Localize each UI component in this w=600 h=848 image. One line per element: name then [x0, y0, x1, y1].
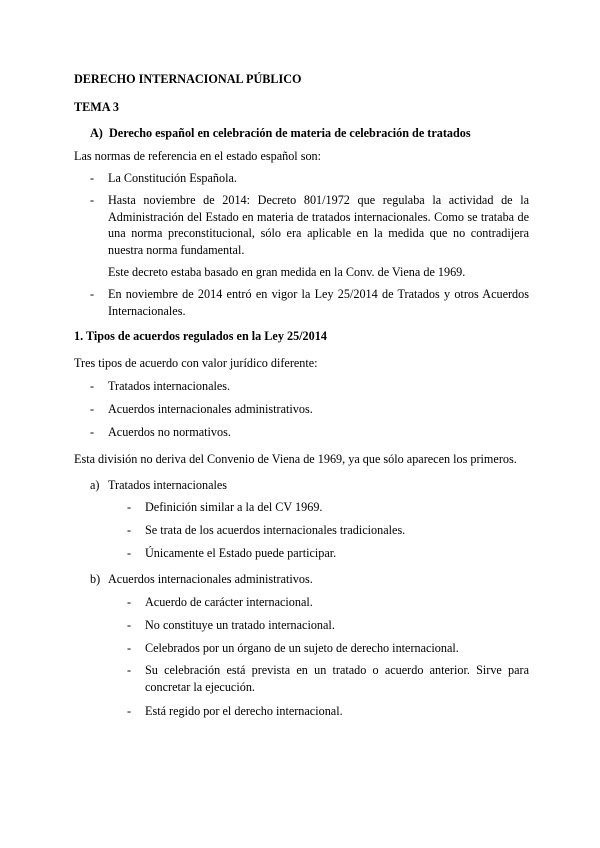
dash-marker: -	[127, 663, 132, 677]
list-item: Se trata de los acuerdos internacionales tradicionales.	[145, 523, 406, 537]
list-item: En noviembre de 2014 entró en vigor la Ley 25/2014 de Tratados y otros Acuerdos Internacionales.	[108, 287, 529, 318]
sub-b-label: Acuerdos internacionales administrativos.	[108, 572, 313, 586]
decree-note: Este decreto estaba basado en gran medida en la Conv. de Viena de 1969.	[108, 265, 466, 279]
dash-marker: -	[127, 523, 132, 537]
list-item: Acuerdos no normativos.	[108, 425, 231, 439]
intro-paragraph: Las normas de referencia en el estado español son:	[74, 149, 322, 163]
section-1-heading: 1. Tipos de acuerdos regulados en la Ley 25/2014	[74, 329, 327, 343]
dash-marker: -	[127, 500, 132, 514]
dash-marker: -	[127, 546, 132, 560]
dash-marker: -	[90, 379, 95, 393]
dash-marker: -	[90, 287, 95, 301]
section-a-heading: Derecho español en celebración de materia de celebración de tratados	[109, 126, 471, 140]
dash-marker: -	[127, 618, 132, 632]
list-item: Su celebración está prevista en un tratado o acuerdo anterior. Sirve para concretar la ejecución.	[145, 663, 529, 694]
list-item: Hasta noviembre de 2014: Decreto 801/1972 que regulaba la actividad de la Administración del Estado en materia de tratados internacionales. Como se trataba de una norma preconstitucional, sólo era aplicable en la medida que no contradijera nuestra norma fundamental.	[108, 193, 529, 257]
list-item: Definición similar a la del CV 1969.	[145, 500, 323, 514]
dash-marker: -	[127, 595, 132, 609]
list-item: Acuerdos internacionales administrativos.	[108, 402, 313, 416]
dash-marker: -	[90, 171, 95, 185]
list-item: Celebrados por un órgano de un sujeto de derecho internacional.	[145, 641, 459, 655]
dash-marker: -	[127, 704, 132, 718]
list-item: Tratados internacionales.	[108, 379, 231, 393]
types-intro: Tres tipos de acuerdo con valor jurídico diferente:	[74, 356, 318, 370]
list-item: Únicamente el Estado puede participar.	[145, 546, 337, 560]
sub-a-marker: a)	[90, 478, 100, 492]
division-note: Esta división no deriva del Convenio de Viena de 1969, ya que sólo aparecen los primeros.	[74, 452, 517, 466]
dash-marker: -	[90, 193, 95, 207]
section-a-marker: A)	[90, 126, 103, 140]
sub-a-label: Tratados internacionales	[108, 478, 228, 492]
list-item: Acuerdo de carácter internacional.	[145, 595, 313, 609]
list-item: Está regido por el derecho internacional.	[145, 704, 343, 718]
sub-b-marker: b)	[90, 572, 101, 586]
dash-marker: -	[127, 641, 132, 655]
list-item: La Constitución Española.	[108, 171, 237, 185]
dash-marker: -	[90, 402, 95, 416]
list-item: No constituye un tratado internacional.	[145, 618, 335, 632]
topic-heading: TEMA 3	[74, 100, 120, 114]
dash-marker: -	[90, 425, 95, 439]
document-title: DERECHO INTERNACIONAL PÚBLICO	[74, 72, 302, 86]
